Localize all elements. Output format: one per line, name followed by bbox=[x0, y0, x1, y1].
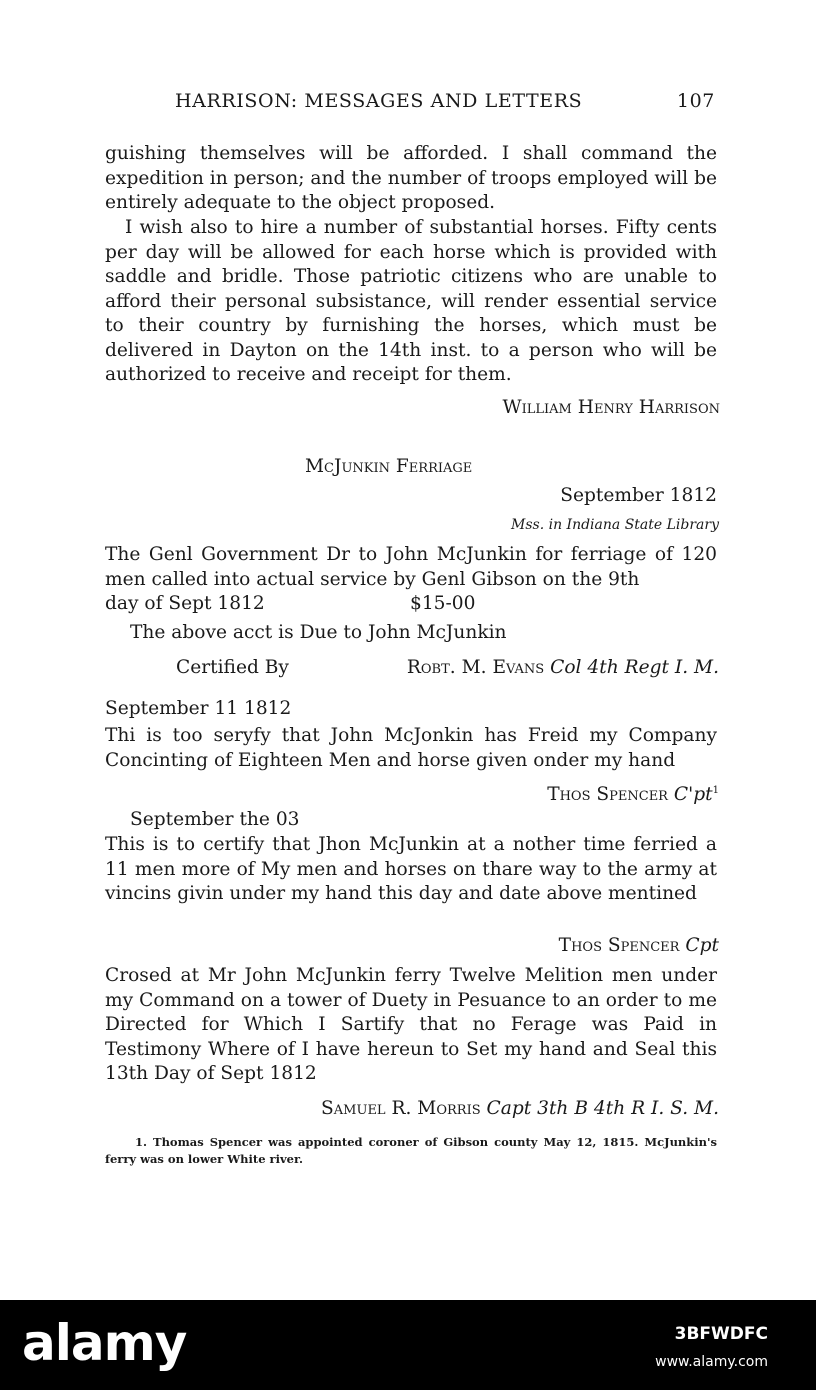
letter2-signer-title: Cpt bbox=[685, 935, 719, 956]
certifier-name: Robt. M. Evans bbox=[406, 657, 545, 678]
letter1-body: Thi is too seryfy that John McJonkin has Freid my Company Concinting of Eighteen Men and horse given onder my hand bbox=[105, 725, 717, 771]
account-amount: $15-00 bbox=[410, 593, 476, 614]
section-title: McJunkin Ferriage bbox=[305, 456, 473, 477]
running-header bbox=[105, 90, 717, 116]
footnote: 1. Thomas Spencer was appointed coroner of Gibson county May 12, 1815. McJunkin's ferry was on lower White river. bbox=[105, 1135, 717, 1166]
certifier-signature bbox=[407, 656, 719, 681]
letter1-date: September 11 1812 bbox=[105, 698, 292, 719]
account-text: The Genl Government Dr to John McJunkin for ferriage of 120 men called into actual service by Genl Gibson on the 9th bbox=[105, 544, 717, 590]
letter2-body: This is to certify that Jhon McJunkin at a nother time ferried a 11 men more of My men and horses on thare way to the army at vincins givin under my hand this day and date above mentined bbox=[105, 834, 717, 904]
alamy-logo: alamy bbox=[22, 1314, 187, 1372]
account-due: The above acct is Due to John McJunkin bbox=[130, 622, 507, 643]
footnote-mark: 1 bbox=[712, 784, 719, 796]
signature-harrison: William Henry Harrison bbox=[502, 397, 720, 418]
letter3-signer-title: Capt 3th B 4th R I. S. M. bbox=[486, 1098, 719, 1119]
letter1-signer-title: C'pt bbox=[673, 784, 713, 805]
letter3-signer: Samuel R. Morris bbox=[321, 1098, 481, 1119]
account-date: day of Sept 1812 bbox=[105, 593, 265, 614]
paragraph-horses: I wish also to hire a number of substantial horses. Fifty cents per day will be allowed for each horse which is provided with saddle and bridle. Those patriotic citizens who are unable to afford their personal subsistance, will render essential service to their country by furnishing the horses, which must be delivered in Dayton on the 14th inst. to a person who will be authorized to receive and receipt for them. bbox=[105, 217, 717, 385]
letter3-body: Crosed at Mr John McJunkin ferry Twelve Melition men under my Command on a tower of Duety in Pesuance to an order to me Directed for Which I Sartify that no Ferage was Paid in Testimony Where of I have hereun to Set my hand and Seal this 13th Day of Sept 1812 bbox=[105, 965, 717, 1084]
source-note: Mss. in Indiana State Library bbox=[511, 517, 719, 533]
stock-watermark-banner bbox=[0, 1300, 816, 1390]
letter1-signature bbox=[547, 783, 719, 808]
certifier-title: Col 4th Regt I. M. bbox=[550, 657, 719, 678]
watermark-url: www.alamy.com bbox=[655, 1354, 768, 1370]
image-code: 3BFWDFC bbox=[674, 1324, 768, 1344]
paragraph-continuation: guishing themselves will be afforded. I shall command the expedition in person; and the number of troops employed will be entirely adequate to the object proposed. bbox=[105, 143, 717, 213]
letter1-signer: Thos Spencer bbox=[547, 784, 668, 805]
letter2-signer: Thos Spencer bbox=[558, 935, 680, 956]
section-date: September 1812 bbox=[560, 485, 717, 506]
letter2-date: September the 03 bbox=[130, 809, 300, 830]
letter2-signature bbox=[559, 934, 719, 959]
certified-label: Certified By bbox=[176, 657, 289, 678]
page-number: 107 bbox=[676, 90, 715, 112]
header-title: HARRISON: MESSAGES AND LETTERS bbox=[175, 90, 583, 112]
letter3-signature bbox=[321, 1097, 719, 1122]
